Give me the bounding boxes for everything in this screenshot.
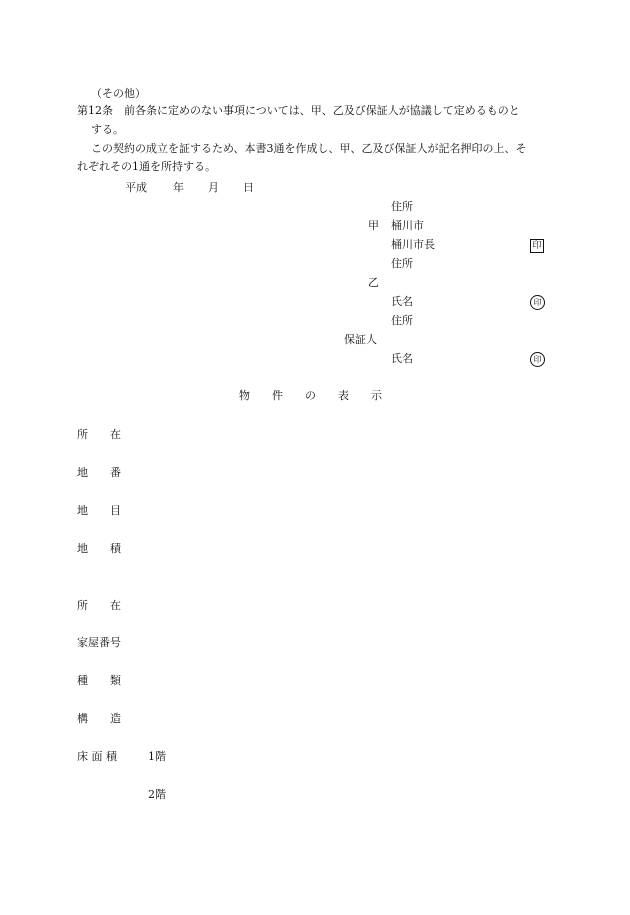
property-title: 物 件 の 表 示: [239, 389, 382, 402]
floor-1-label: 1階: [148, 750, 166, 763]
article-text-line1: 前各条に定めのない事項については、甲、乙及び保証人が協議して定めるものと: [124, 104, 520, 117]
building-structure-label: 構 造: [77, 712, 121, 725]
seal-square-icon: 印: [530, 239, 544, 253]
date-month: 月: [208, 181, 219, 194]
land-area-label: 地 積: [77, 542, 121, 555]
ko-role: 甲: [368, 219, 379, 232]
date-year: 年: [173, 181, 184, 194]
land-category-label: 地 目: [77, 504, 121, 517]
closing-line1: この契約の成立を証するため、本書3通を作成し、甲、乙及び保証人が記名押印の上、そ: [91, 142, 527, 155]
ko-address: 桶川市: [391, 219, 424, 232]
date-day: 日: [243, 181, 254, 194]
land-location-label: 所 在: [77, 428, 121, 441]
closing-line2: れぞれその1通を所持する。: [77, 160, 216, 173]
otsu-address-label: 住所: [391, 257, 413, 270]
otsu-name-label: 氏名: [391, 295, 413, 308]
building-floor-area-label: 床 面 積: [77, 750, 117, 763]
ko-address-label: 住所: [391, 200, 413, 213]
article-heading: （その他）: [91, 87, 146, 100]
building-type-label: 種 類: [77, 674, 121, 687]
article-text-line2: する。: [91, 123, 124, 136]
guarantor-name-label: 氏名: [391, 352, 413, 365]
guarantor-role: 保証人: [344, 333, 377, 346]
otsu-seal: [530, 292, 545, 311]
article-label: 第12条: [77, 104, 113, 117]
building-location-label: 所 在: [77, 599, 121, 612]
date-era: 平成: [125, 181, 147, 194]
land-lot-number-label: 地 番: [77, 466, 121, 479]
guarantor-address-label: 住所: [391, 314, 413, 327]
ko-name: 桶川市長: [391, 238, 435, 251]
building-number-label: 家屋番号: [77, 636, 121, 649]
guarantor-seal: [530, 349, 545, 368]
ko-seal: [530, 235, 544, 254]
otsu-role: 乙: [368, 276, 379, 289]
seal-circle-icon: 印: [530, 352, 545, 367]
floor-2-label: 2階: [148, 788, 166, 801]
seal-circle-icon: 印: [530, 295, 545, 310]
article-12-line1: [77, 101, 520, 120]
